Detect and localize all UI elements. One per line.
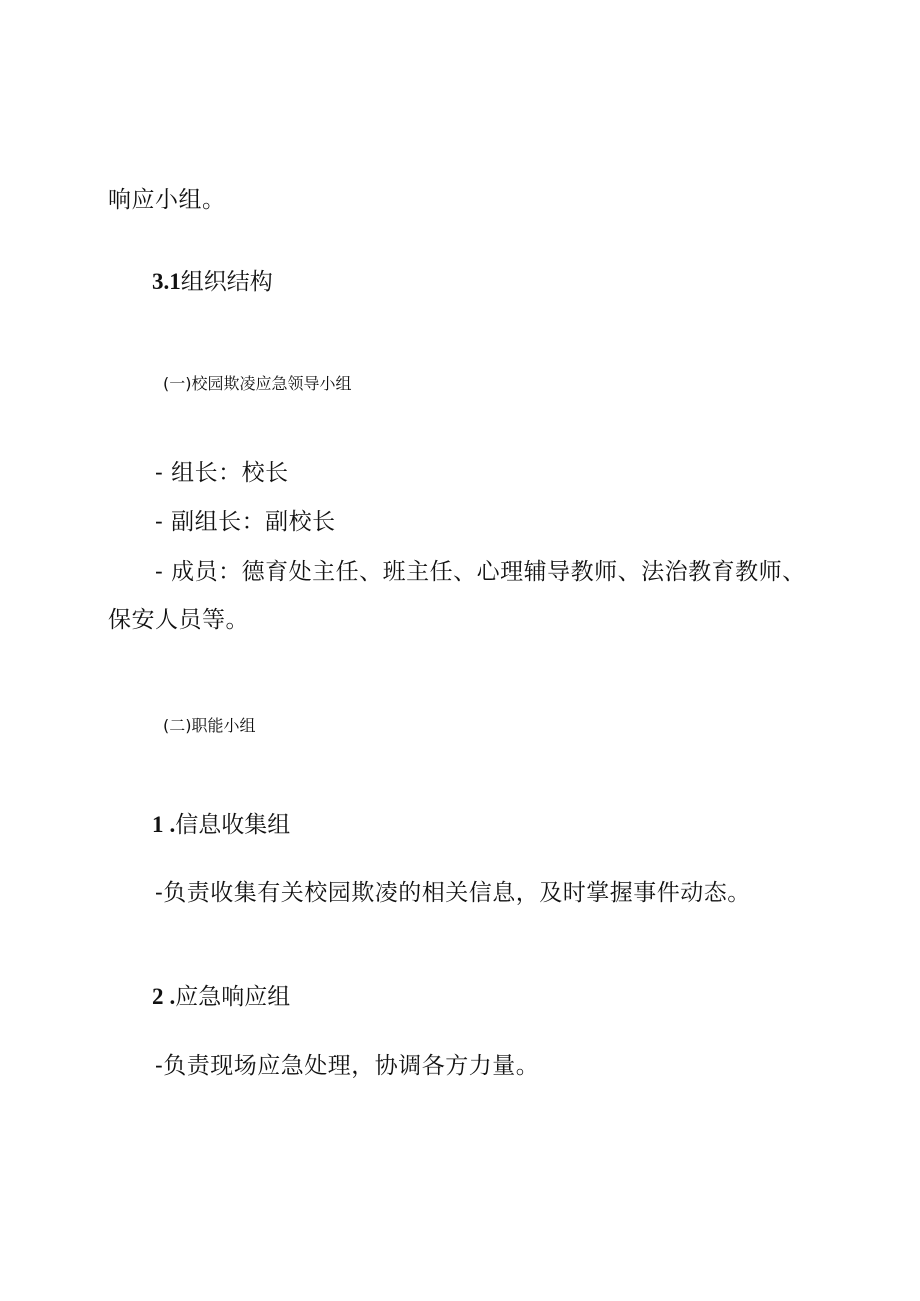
leadership-group-heading: (一)校园欺凌应急领导小组	[163, 374, 352, 393]
item-dot: .	[169, 984, 176, 1009]
item-title: 信息收集组	[175, 812, 291, 838]
functional-group-item-description: -负责现场应急处理，协调各方力量。	[155, 1053, 540, 1079]
section-number: 3.1	[152, 269, 181, 294]
functional-groups-heading: (二)职能小组	[163, 716, 256, 735]
section-title: 组织结构	[180, 269, 273, 295]
section-heading	[152, 270, 273, 294]
functional-group-item-heading	[152, 813, 290, 837]
continuation-text: 响应小组。	[108, 187, 226, 213]
deputy-leader-line: - 副组长：副校长	[155, 509, 336, 535]
members-line-1: - 成员：德育处主任、班主任、心理辅导教师、法治教育教师、	[155, 559, 806, 585]
leader-line: - 组长：校长	[155, 460, 289, 486]
item-dot: .	[169, 812, 176, 837]
members-line-2: 保安人员等。	[108, 607, 249, 633]
functional-group-item-description: -负责收集有关校园欺凌的相关信息，及时掌握事件动态。	[155, 880, 751, 906]
functional-group-item-heading	[152, 985, 290, 1009]
item-title: 应急响应组	[175, 984, 291, 1010]
item-number: 1	[152, 812, 164, 837]
item-number: 2	[152, 984, 164, 1009]
